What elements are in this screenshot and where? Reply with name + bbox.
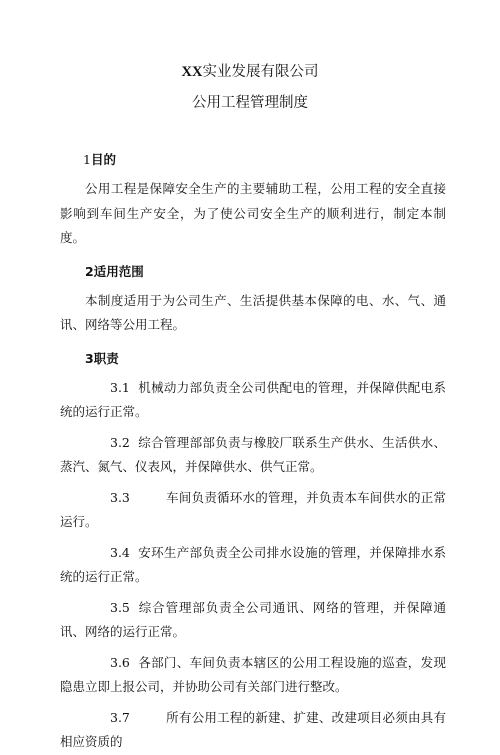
section-title: 目的: [90, 152, 116, 167]
company-name-rest: 实业发展有限公司: [202, 64, 319, 80]
list-item: [60, 596, 446, 645]
section-paragraph-purpose: 公用工程是保障安全生产的主要辅助工程，公用工程的安全直接影响到车间生产安全，为了使公司安全生产的顺利进行，制定本制度。: [60, 181, 446, 245]
list-item: [60, 706, 446, 755]
section-heading-scope: 2适用范围: [85, 263, 144, 279]
item-number: 3.4: [110, 544, 130, 560]
section-paragraph-scope: 本制度适用于为公司生产、生活提供基本保障的电、水、气、通讯、网络等公用工程。: [60, 292, 446, 332]
item-text: 各部门、车间负责本辖区的公用工程设施的巡查，发现隐患立即上报公司，并协助公司有关部门进行整改。: [60, 654, 446, 694]
item-text: 安环生产部负责全公司排水设施的管理，并保障排水系统的运行正常。: [60, 544, 446, 584]
section-heading-responsibilities: 3职责: [85, 350, 119, 366]
item-text: 综合管理部负责全公司通讯、网络的管理，并保障通讯、网络的运行正常。: [60, 599, 446, 639]
item-number: 3.1: [110, 379, 130, 395]
document-title: 公用工程管理制度: [192, 95, 308, 111]
section-number: 1: [83, 152, 91, 167]
item-number: 3.3: [110, 489, 130, 505]
list-item: [60, 431, 446, 480]
list-item: [60, 376, 446, 425]
item-number: 3.2: [110, 434, 130, 450]
item-number: 3.5: [110, 599, 130, 615]
item-text: 车间负责循环水的管理，并负责本车间供水的正常运行。: [60, 489, 446, 529]
list-item: [60, 541, 446, 590]
company-prefix: XX: [181, 64, 203, 80]
item-text: 综合管理部部负责与橡胶厂联系生产供水、生活供水、蒸汽、氮气、仪表风，并保障供水、供气正常。: [60, 434, 446, 474]
list-item: [60, 651, 446, 700]
item-text: 所有公用工程的新建、扩建、改建项目必须由具有相应资质的: [60, 709, 446, 749]
company-name: [0, 62, 500, 82]
item-text: 机械动力部负责全公司供配电的管理，并保障供配电系统的运行正常。: [60, 379, 446, 419]
section-heading-purpose: [60, 145, 446, 175]
item-number: 3.6: [110, 654, 130, 670]
item-number: 3.7: [110, 709, 130, 725]
list-item: [60, 486, 446, 535]
document-body: [60, 145, 446, 755]
